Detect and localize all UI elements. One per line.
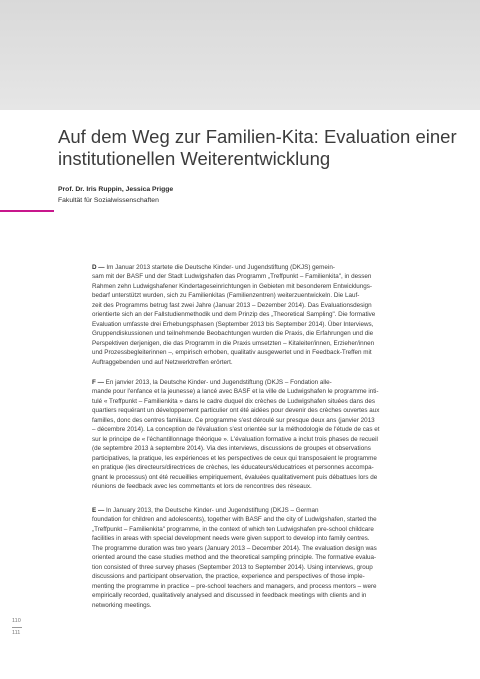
abstract-de-line: orientierte sich an der Fallstudienmethodik und dem Prinzip des „Theoretical Sampling". Die formative: [92, 311, 376, 319]
abstract-fr-line: gnant le processus) ont été recueillies empiriquement, évaluées qualitativement puis débattues lors de: [92, 473, 378, 481]
abstract-de-line: Auftraggebenden und auf Netzwerktreffen erörtert.: [92, 358, 233, 366]
abstract-de-line: zeit des Programms betrug fast zwei Jahre (Januar 2013 – Dezember 2014). Das Evaluationsdesign: [92, 301, 372, 309]
abstract-de-line: Rahmen zehn Ludwigshafener Kindertageseinrichtungen in Gebieten mit besonderem Entwicklungs-: [92, 282, 373, 290]
abstract-en-line: discussions and participant observation, the practice, experience and perspectives of those imple-: [92, 573, 365, 581]
abstract-fr-line: participatives, la pratique, les expériences et les perspectives de ceux qui transposaient le programme: [92, 454, 377, 462]
abstract-fr-line: tulé « Treffpunkt – Familienkita » dans le cadre duquel dix crèches de Ludwigshafen situées dans des: [92, 397, 376, 405]
abstract-en-line: The programme duration was two years (January 2013 – December 2014). The evaluation design was: [92, 544, 377, 552]
abstract-fr-line: mande pour l'enfance et la jeunesse) a lancé avec BASF et la ville de Ludwigshafen le programme inti-: [92, 388, 379, 396]
accent-divider: [0, 210, 54, 212]
page-numbers: [12, 617, 22, 638]
abstract-en-line: empirically recorded, qualitatively analysed and discussed in feedback meetings with clients and in: [92, 592, 367, 600]
faculty: Fakultät für Sozialwissenschaften: [58, 197, 159, 204]
abstract-en-line: menting the programme in practice – pre-school teachers and managers, and process mentors – were: [92, 582, 377, 590]
abstract-en-line: facilities in areas with special development needs were given support to develop into family centres.: [92, 535, 370, 543]
abstract-fr-line: réunions de feedback avec les commettants et lors de rencontres des réseaux.: [92, 482, 312, 490]
abstract-fr-line: sur le principe de « l'échantillonnage théorique ». L'évaluation formative a inclut trois phases de recueil: [92, 435, 378, 443]
abstract-de-line: sam mit der BASF und der Stadt Ludwigshafen das Programm „Treffpunkt – Familienkita", in dessen: [92, 273, 372, 281]
page-number-divider: [12, 627, 22, 628]
abstract-fr-line: (de septembre 2013 à septembre 2014). Via des interviews, discussions de groupes et observations: [92, 445, 371, 453]
abstract-en-line: tion consisted of three survey phases (September 2013 to September 2014). Using interviews, group: [92, 563, 373, 571]
abstract-fr-line: en pratique (les directeurs/directrices de crèches, les éducateurs/éducatrices et personnes accompa-: [92, 464, 374, 472]
abstract-de: [92, 263, 384, 367]
abstract-en-line: oriented around the case studies method and the theoretical sampling principle. The formative evalua-: [92, 554, 377, 562]
header-band: [0, 0, 480, 110]
abstract-fr-line: familles, donc des centres familiaux. Ce programme s'est déroulé sur presque deux ans (janvier 2013: [92, 416, 375, 424]
abstract-de-line: bedarf unterstützt wurden, sich zu Familienkitas (Familienzentren) weiterzuentwickeln. Die Lauf-: [92, 292, 360, 300]
abstract-en-line: „Treffpunkt – Familienkita" programme, in the context of which ten Ludwigshafen pre-school childcare: [92, 525, 374, 533]
abstract-de-line: Perspektiven derjenigen, die das Programm in die Praxis umsetzten – Kitaleiter/innen, Erzieher/innen: [92, 339, 375, 347]
abstract-en-line: networking meetings.: [92, 601, 152, 609]
abstract-fr-line: En janvier 2013, la Deutsche Kinder- und Jugendstiftung (DKJS – Fondation alle-: [103, 379, 332, 386]
page-number-left: 110: [12, 618, 21, 624]
abstract-de-line: Gruppendiskussionen und teilnehmende Beobachtungen wurden die Praxis, die Erfahrungen und die: [92, 330, 374, 338]
page-number-right: 111: [12, 629, 21, 636]
abstract-en-line: In January 2013, the Deutsche Kinder- und Jugendstiftung (DKJS – German: [104, 507, 319, 514]
abstract-de-lead: D —: [92, 264, 105, 271]
abstract-de-line: Evaluation umfasste drei Erhebungsphasen (September 2013 bis September 2014). Über Interviews,: [92, 320, 374, 328]
abstract-en: [92, 506, 384, 610]
abstract-fr-lead: F —: [92, 379, 104, 386]
abstract-en-lead: E —: [92, 507, 105, 514]
abstract-fr-line: – décembre 2014). La conception de l'évaluation s'est orientée sur la méthodologie de l'étude de cas et: [92, 426, 380, 434]
authors: Prof. Dr. Iris Ruppin, Jessica Prigge: [58, 186, 174, 193]
abstract-fr-line: quartiers requérant un développement particulier ont été aidées pour devenir des crèches ouvertes aux: [92, 407, 380, 415]
abstract-en-line: foundation for children and adolescents), together with BASF and the city of Ludwigshafen, started the: [92, 516, 377, 524]
page-title: Auf dem Weg zur Familien-Kita: Evaluation einer institutionellen Weiterentwicklung: [58, 126, 457, 169]
abstract-fr: [92, 378, 384, 491]
abstract-de-line: Im Januar 2013 startete die Deutsche Kinder- und Jugendstiftung (DKJS) gemein-: [104, 264, 335, 271]
abstract-de-line: und Prozessbegleiterinnen –, empirisch erhoben, qualitativ ausgewertet und in Feedback-Treffen mit: [92, 349, 372, 357]
